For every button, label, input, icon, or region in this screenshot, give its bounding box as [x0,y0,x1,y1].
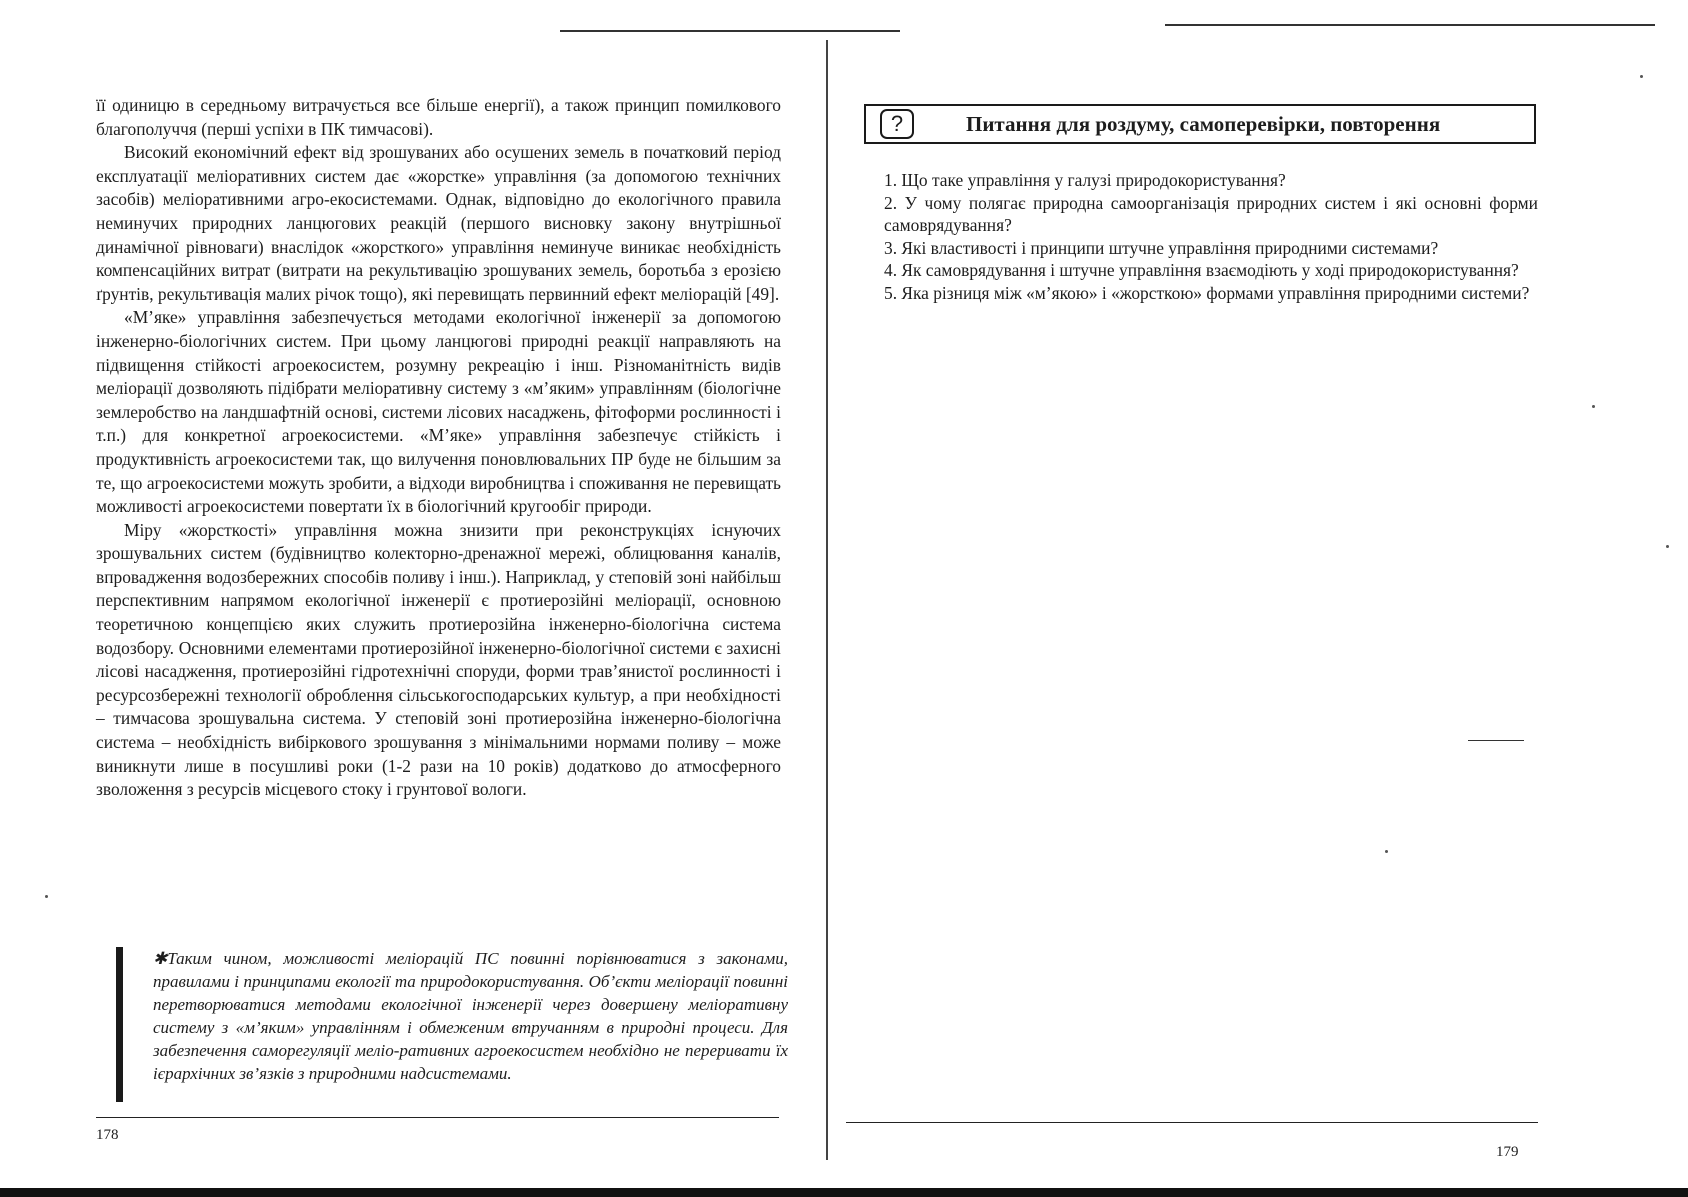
page-number: 178 [96,1127,119,1143]
page-gutter [826,40,828,1160]
list-item: 4. Як самоврядування і штучне управління взаємодіють у ході природокористування? [884,260,1519,281]
question-mark-icon: ? [880,109,914,139]
scan-bottom-band [0,1188,1688,1197]
scan-speck [1592,405,1595,408]
scan-line-top-left [560,30,900,32]
paragraph: «М’яке» управління забезпечується методами екологічної інженерії за допомогою інженерно-біологічних систем. При цьому ланцюгові природні реакції направляють на підвищення стійкості агроекосистем, розумну рекреацію і інш. Різноманітність видів меліорації дозволяють підібрати меліоративну систему з «м’яким» управлінням (біологічне землеробство на ландшафтній основі, системи лісових насаджень, фітоформи рослинності і т.п.) для конкретної агроекосистеми. «М’яке» управління забезпечує стійкість і продуктивність агроекосистеми так, що вилучення поновлювальних ПР буде не більшим за те, що агроекосистеми можуть зробити, а відходи виробництва і споживання не перевищать можливості агроекосистеми повертати їх в біологічний кругообіг природи. [96,307,781,517]
list-item: 2. У чому полягає природна самоорганізація природних систем і які основні форми самоврядування? [884,192,1538,236]
scan-mark [1468,740,1524,741]
scan-line-top-right [1165,24,1655,26]
list-item: 1. Що таке управління у галузі природокористування? [884,170,1286,190]
left-page [96,94,788,1143]
questions-title: Питання для роздуму, самоперевірки, повторення [966,112,1441,136]
paragraph: Високий економічний ефект від зрошуваних або осушених земель в початковий період експлуатації меліоративних систем дає «жорстке» управління (за допомогою технічних засобів) меліоративними агро-екосистемами. Однак, відповідно до екологічного правила неминучих природних ланцюгових реакцій (першого висновку закону внутрішньої динамічної рівноваги) внаслідок «жорсткого» управління неминуче виникає необхідність компенсаційних витрат (витрати на рекультивацію зрошуваних земель, боротьба з ерозією ґрунтів, рекультивація малих річок тощо), які перевищать первинний ефект меліорацій [49]. [96,142,781,304]
questions-header [864,104,1536,144]
footer-rule [846,1122,1538,1123]
paragraph: Міру «жорсткості» управління можна знизити при реконструкціях існуючих зрошувальних систем (будівництво колекторно-дренажної мережі, облицювання каналів, впровадження водозбережних способів поливу і інш.). Наприклад, у степовій зоні найбільш перспективним напрямом екологічної інженерії є протиерозійні меліорації, основною теоретичною концепцією яких служить протиерозійна інженерно-біологічна система водозбору. Основними елементами протиерозійної інженерно-біологічної системи є захисні лісові насадження, протиерозійні гідротехнічні споруди, форми трав’янистої рослинності і ресурсозбережні технології оброблення сільськогосподарських культур, а при необхідності – тимчасова зрошувальна система. У степовій зоні протиерозійна інженерно-біологічна система – необхідність вибіркового зрошування з мінімальними нормами поливу – може виникнути лише в посушливі роки (1-2 рази на 10 років) додатково до атмосферного зволоження з ресурсів місцевого стоку і грунтової вологи. [96,519,781,800]
left-body-text [96,94,781,802]
list-item: 5. Яка різниця між «м’якою» і «жорсткою» формами управління природними системи? [884,282,1530,303]
questions-list [884,169,1538,305]
list-item: 3. Які властивості і принципи штучне управління природними системами? [884,237,1439,258]
summary-note [116,947,788,1102]
scan-speck [1640,75,1643,78]
footer-rule [96,1117,779,1118]
scan-speck [1385,850,1388,853]
summary-note-text: ✱Таким чином, можливості меліорацій ПС повинні порівнюватися з законами, правилами і принципами екології та природокористування. Об’єкти меліорації повинні перетворюватися методами екологічної інженерії через довершену меліоративну систему з «м’яким» управлінням і обмеженим втручанням в природні процеси. Для забезпечення саморегуляції меліо-ративних агроекосистем необхідно не переривати їх ієрархічних зв’язків з природними надсистемами. [153,949,788,1083]
scan-speck [45,895,48,898]
scan-speck [1666,545,1669,548]
page-number: 179 [1496,1144,1519,1160]
paragraph: її одиницю в середньому витрачується все більше енергії), а також принцип помилкового благополуччя (перші успіхи в ПК тимчасові). [96,95,781,139]
